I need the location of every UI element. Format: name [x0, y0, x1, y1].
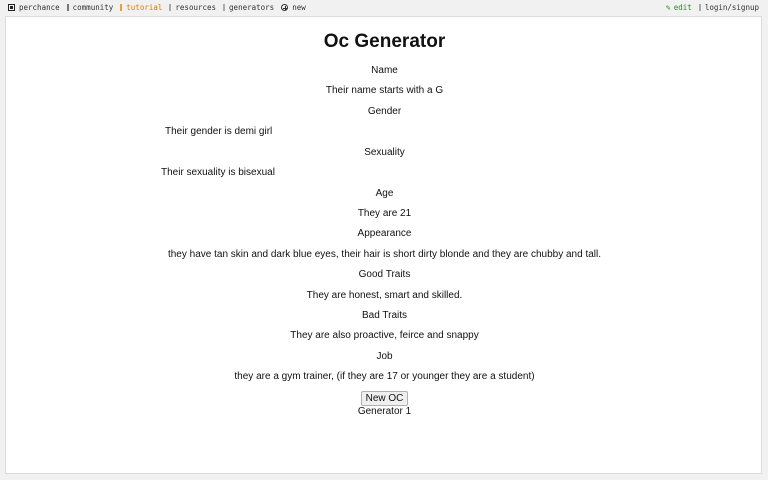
nav-label-perchance: perchance — [19, 3, 60, 12]
nav-right — [666, 3, 759, 12]
user-icon — [699, 4, 701, 11]
nav-link-resources[interactable] — [169, 3, 216, 12]
heading-age: Age — [375, 188, 394, 199]
plus-circle-icon — [281, 4, 288, 11]
new-oc-button[interactable]: New OC — [361, 391, 408, 406]
heading-good-traits: Good Traits — [358, 269, 411, 280]
top-nav-bar — [0, 0, 768, 16]
nav-link-perchance[interactable] — [8, 3, 60, 12]
nav-label-tutorial: tutorial — [126, 3, 163, 12]
nav-label-resources: resources — [175, 3, 217, 12]
pencil-icon: ✎ — [665, 2, 671, 12]
value-name: Their name starts with a G — [325, 85, 444, 96]
generator-panel — [5, 16, 762, 474]
page-title: Oc Generator — [323, 31, 446, 52]
box-icon — [169, 4, 171, 11]
heading-name: Name — [371, 65, 398, 76]
value-age: They are 21 — [357, 208, 412, 219]
value-sexuality: Their sexuality is bisexual — [161, 167, 275, 178]
nav-link-generators[interactable] — [223, 3, 274, 12]
value-good-traits: They are honest, smart and skilled. — [306, 290, 463, 301]
nav-label-edit: edit — [673, 3, 692, 12]
nav-label-generators: generators — [229, 3, 275, 12]
nav-label-community: community — [72, 3, 114, 12]
list-icon — [223, 4, 225, 11]
heading-gender: Gender — [367, 106, 402, 117]
generator-label: Generator 1 — [357, 406, 412, 417]
nav-label-login-signup: login/signup — [704, 3, 759, 12]
nav-link-login-signup[interactable] — [699, 3, 759, 12]
value-job: they are a gym trainer, (if they are 17 or younger they are a student) — [234, 371, 535, 382]
dice-icon — [8, 4, 15, 11]
nav-link-community[interactable] — [67, 3, 114, 12]
nav-link-tutorial[interactable] — [120, 3, 162, 12]
value-appearance: they have tan skin and dark blue eyes, their hair is short dirty blonde and they are chubby and tall. — [167, 249, 602, 260]
heading-job: Job — [376, 351, 393, 362]
chat-icon — [67, 4, 69, 11]
heading-sexuality: Sexuality — [364, 147, 405, 158]
heading-bad-traits: Bad Traits — [361, 310, 408, 321]
nav-link-edit[interactable] — [666, 3, 692, 12]
value-gender: Their gender is demi girl — [165, 126, 273, 137]
value-bad-traits: They are also proactive, feirce and snappy — [290, 330, 479, 341]
nav-label-new: new — [292, 3, 306, 12]
heading-appearance: Appearance — [357, 228, 412, 239]
book-icon — [120, 4, 122, 11]
nav-left — [8, 3, 313, 12]
nav-link-new[interactable] — [281, 3, 306, 12]
